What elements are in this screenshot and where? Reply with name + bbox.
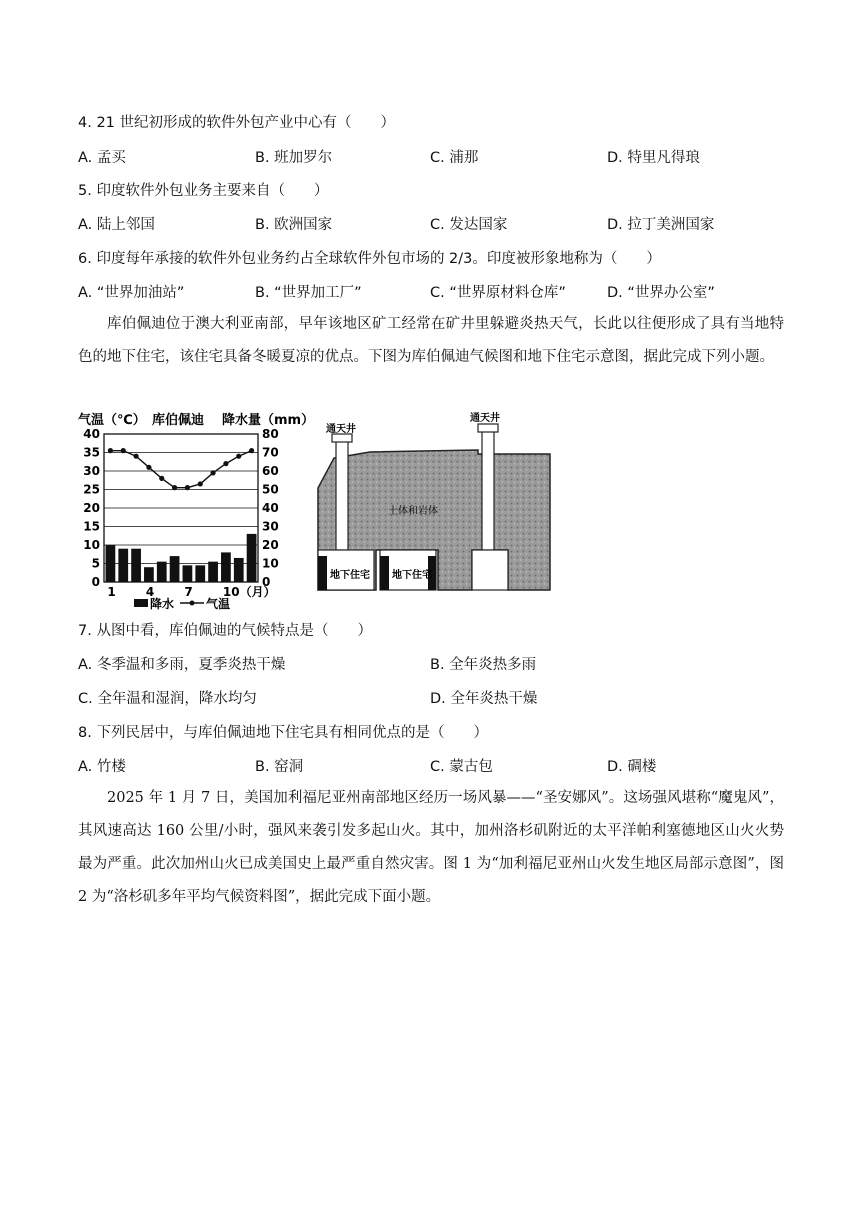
- q4-option-d: D. 特里凡得琅: [607, 150, 700, 166]
- precip-bar: [221, 552, 231, 582]
- label-house-left: 地下住宅: [330, 570, 370, 581]
- left-tick-label: 0: [91, 575, 100, 589]
- temp-point: [121, 448, 126, 453]
- precip-bar: [234, 558, 244, 582]
- house-left-wall: [318, 556, 327, 590]
- x-tick-label: 1: [107, 585, 116, 599]
- x-tick-label: 4: [145, 585, 155, 599]
- precip-bar: [157, 562, 167, 582]
- legend-bar-swatch: [134, 599, 148, 607]
- question-6-stem: 6. 印度每年承接的软件外包业务约占全球软件外包市场的 2/3。印度被形象地称为（ ）: [78, 251, 661, 267]
- right-tick-label: 20: [262, 538, 279, 552]
- precip-bar: [208, 562, 218, 582]
- q5-option-b: B. 欧洲国家: [255, 217, 333, 233]
- temp-point: [108, 448, 113, 453]
- right-tick-label: 80: [262, 427, 279, 441]
- q5-option-c: C. 发达国家: [430, 217, 508, 233]
- precip-bar: [170, 556, 180, 582]
- q7-option-a: A. 冬季温和多雨，夏季炎热干燥: [78, 657, 286, 673]
- temperature-line: [108, 448, 254, 490]
- air-shaft-right: [482, 428, 494, 550]
- q7-option-d: D. 全年炎热干燥: [430, 691, 538, 707]
- precip-bar: [247, 534, 257, 582]
- question-5-stem: 5. 印度软件外包业务主要来自（ ）: [78, 183, 329, 199]
- passage-california-fire: [78, 782, 784, 914]
- house-right-wall-left: [380, 556, 389, 590]
- right-tick-label: 30: [262, 519, 279, 534]
- precip-bar: [118, 549, 128, 582]
- temp-point: [223, 461, 228, 466]
- q7-option-b: B. 全年炎热多雨: [430, 657, 537, 673]
- precipitation-bars: [106, 534, 257, 582]
- passage-2-text: 2025 年 1 月 7 日，美国加利福尼亚州南部地区经历一场风暴——“圣安娜风”。这场强风堪称“魔鬼风”，其风速高达 160 公里/小时，强风来袭引发多起山火。其中，加州洛杉矶附近的太平洋帕利塞德地区山火火势最为严重。此次加州山火已成美国史上最严重自然灾害。图 1 为“加利福尼亚州山火发生地区局部示意图”，图 2 为“洛杉矶多年平均气候资料图”，据此完成下面小题。: [78, 790, 784, 905]
- question-4-stem: 4. 21 世纪初形成的软件外包产业中心有（ ）: [78, 115, 396, 131]
- right-tick-label: 0: [262, 575, 271, 589]
- temp-point: [159, 476, 164, 481]
- chart-right-axis: [262, 427, 279, 589]
- temp-line-path: [110, 451, 251, 488]
- x-tick-label: 10（月）: [222, 585, 276, 599]
- passage-1-text: 库伯佩迪位于澳大利亚南部，早年该地区矿工经常在矿井里躲避炎热天气，长此以往便形成了具有当地特色的地下住宅，该住宅具备冬暖夏凉的优点。下图为库伯佩迪气候图和地下住宅示意图，据此完成下列小题。: [78, 316, 784, 365]
- precip-bar: [106, 545, 116, 582]
- left-tick-label: 30: [83, 464, 100, 478]
- label-shaft-left: 通天井: [326, 424, 356, 435]
- precip-bar: [183, 565, 193, 582]
- label-rock: 土体和岩体: [388, 506, 438, 517]
- chart-title: 库伯佩迪: [152, 413, 205, 428]
- q6-option-a: A. “世界加油站”: [78, 285, 185, 301]
- q6-option-c: C. “世界原材料仓库”: [430, 285, 566, 301]
- q4-option-c: C. 浦那: [430, 150, 479, 166]
- question-7-stem: 7. 从图中看，库伯佩迪的气候特点是（ ）: [78, 623, 372, 639]
- temp-point: [210, 470, 215, 475]
- left-tick-label: 35: [83, 445, 100, 460]
- left-tick-label: 25: [83, 482, 100, 497]
- q6-option-b: B. “世界加工厂”: [255, 285, 362, 301]
- q4-option-a: A. 孟买: [78, 150, 126, 166]
- q7-option-c: C. 全年温和湿润，降水均匀: [78, 691, 257, 707]
- temp-point: [172, 485, 177, 490]
- q6-option-d: D. “世界办公室”: [607, 285, 715, 301]
- q8-option-c: C. 蒙古包: [430, 759, 493, 775]
- q8-option-a: A. 竹楼: [78, 759, 126, 775]
- left-tick-label: 15: [83, 519, 100, 534]
- temp-point: [236, 454, 241, 459]
- legend-temp-label: 气温: [206, 597, 231, 611]
- left-tick-label: 40: [83, 427, 100, 441]
- chart-x-axis: [107, 584, 275, 599]
- left-tick-label: 20: [83, 501, 100, 515]
- temp-point: [249, 448, 254, 453]
- temp-point: [198, 481, 203, 486]
- temp-point: [185, 485, 190, 490]
- q5-option-a: A. 陆上邻国: [78, 217, 155, 233]
- house-extra: [472, 550, 508, 590]
- left-tick-label: 5: [91, 556, 100, 571]
- underground-house-diagram: [312, 413, 552, 592]
- chart-left-axis: [83, 427, 100, 589]
- q5-option-d: D. 拉丁美洲国家: [607, 217, 715, 233]
- precip-bar: [144, 567, 154, 582]
- legend-line-dot: [190, 601, 195, 606]
- temp-point: [133, 454, 138, 459]
- x-tick-label: 7: [184, 585, 193, 599]
- air-shaft-left-cap: [332, 434, 352, 442]
- passage-coober-pedy: [78, 308, 784, 374]
- label-shaft-right: 通天井: [470, 413, 500, 424]
- right-tick-label: 60: [262, 464, 279, 478]
- precip-bar: [131, 549, 141, 582]
- climate-chart: [76, 408, 315, 614]
- right-tick-label: 10: [262, 556, 279, 571]
- q8-option-b: B. 窑洞: [255, 759, 304, 775]
- question-8-stem: 8. 下列民居中，与库伯佩迪地下住宅具有相同优点的是（ ）: [78, 725, 488, 741]
- q4-option-b: B. 班加罗尔: [255, 150, 333, 166]
- chart-ylabel-left: 气温（℃）: [78, 413, 146, 428]
- left-tick-label: 10: [83, 538, 100, 552]
- precip-bar: [195, 565, 205, 582]
- air-shaft-left: [336, 440, 348, 550]
- right-tick-label: 40: [262, 501, 279, 515]
- legend-precip-label: 降水: [150, 597, 175, 611]
- right-tick-label: 50: [262, 482, 279, 497]
- chart-ylabel-right: 降水量（mm）: [222, 413, 315, 428]
- q8-option-d: D. 碉楼: [607, 759, 657, 775]
- air-shaft-right-cap: [478, 424, 498, 432]
- label-house-right: 地下住宅: [392, 570, 432, 581]
- right-tick-label: 70: [262, 445, 279, 460]
- temp-point: [146, 465, 151, 470]
